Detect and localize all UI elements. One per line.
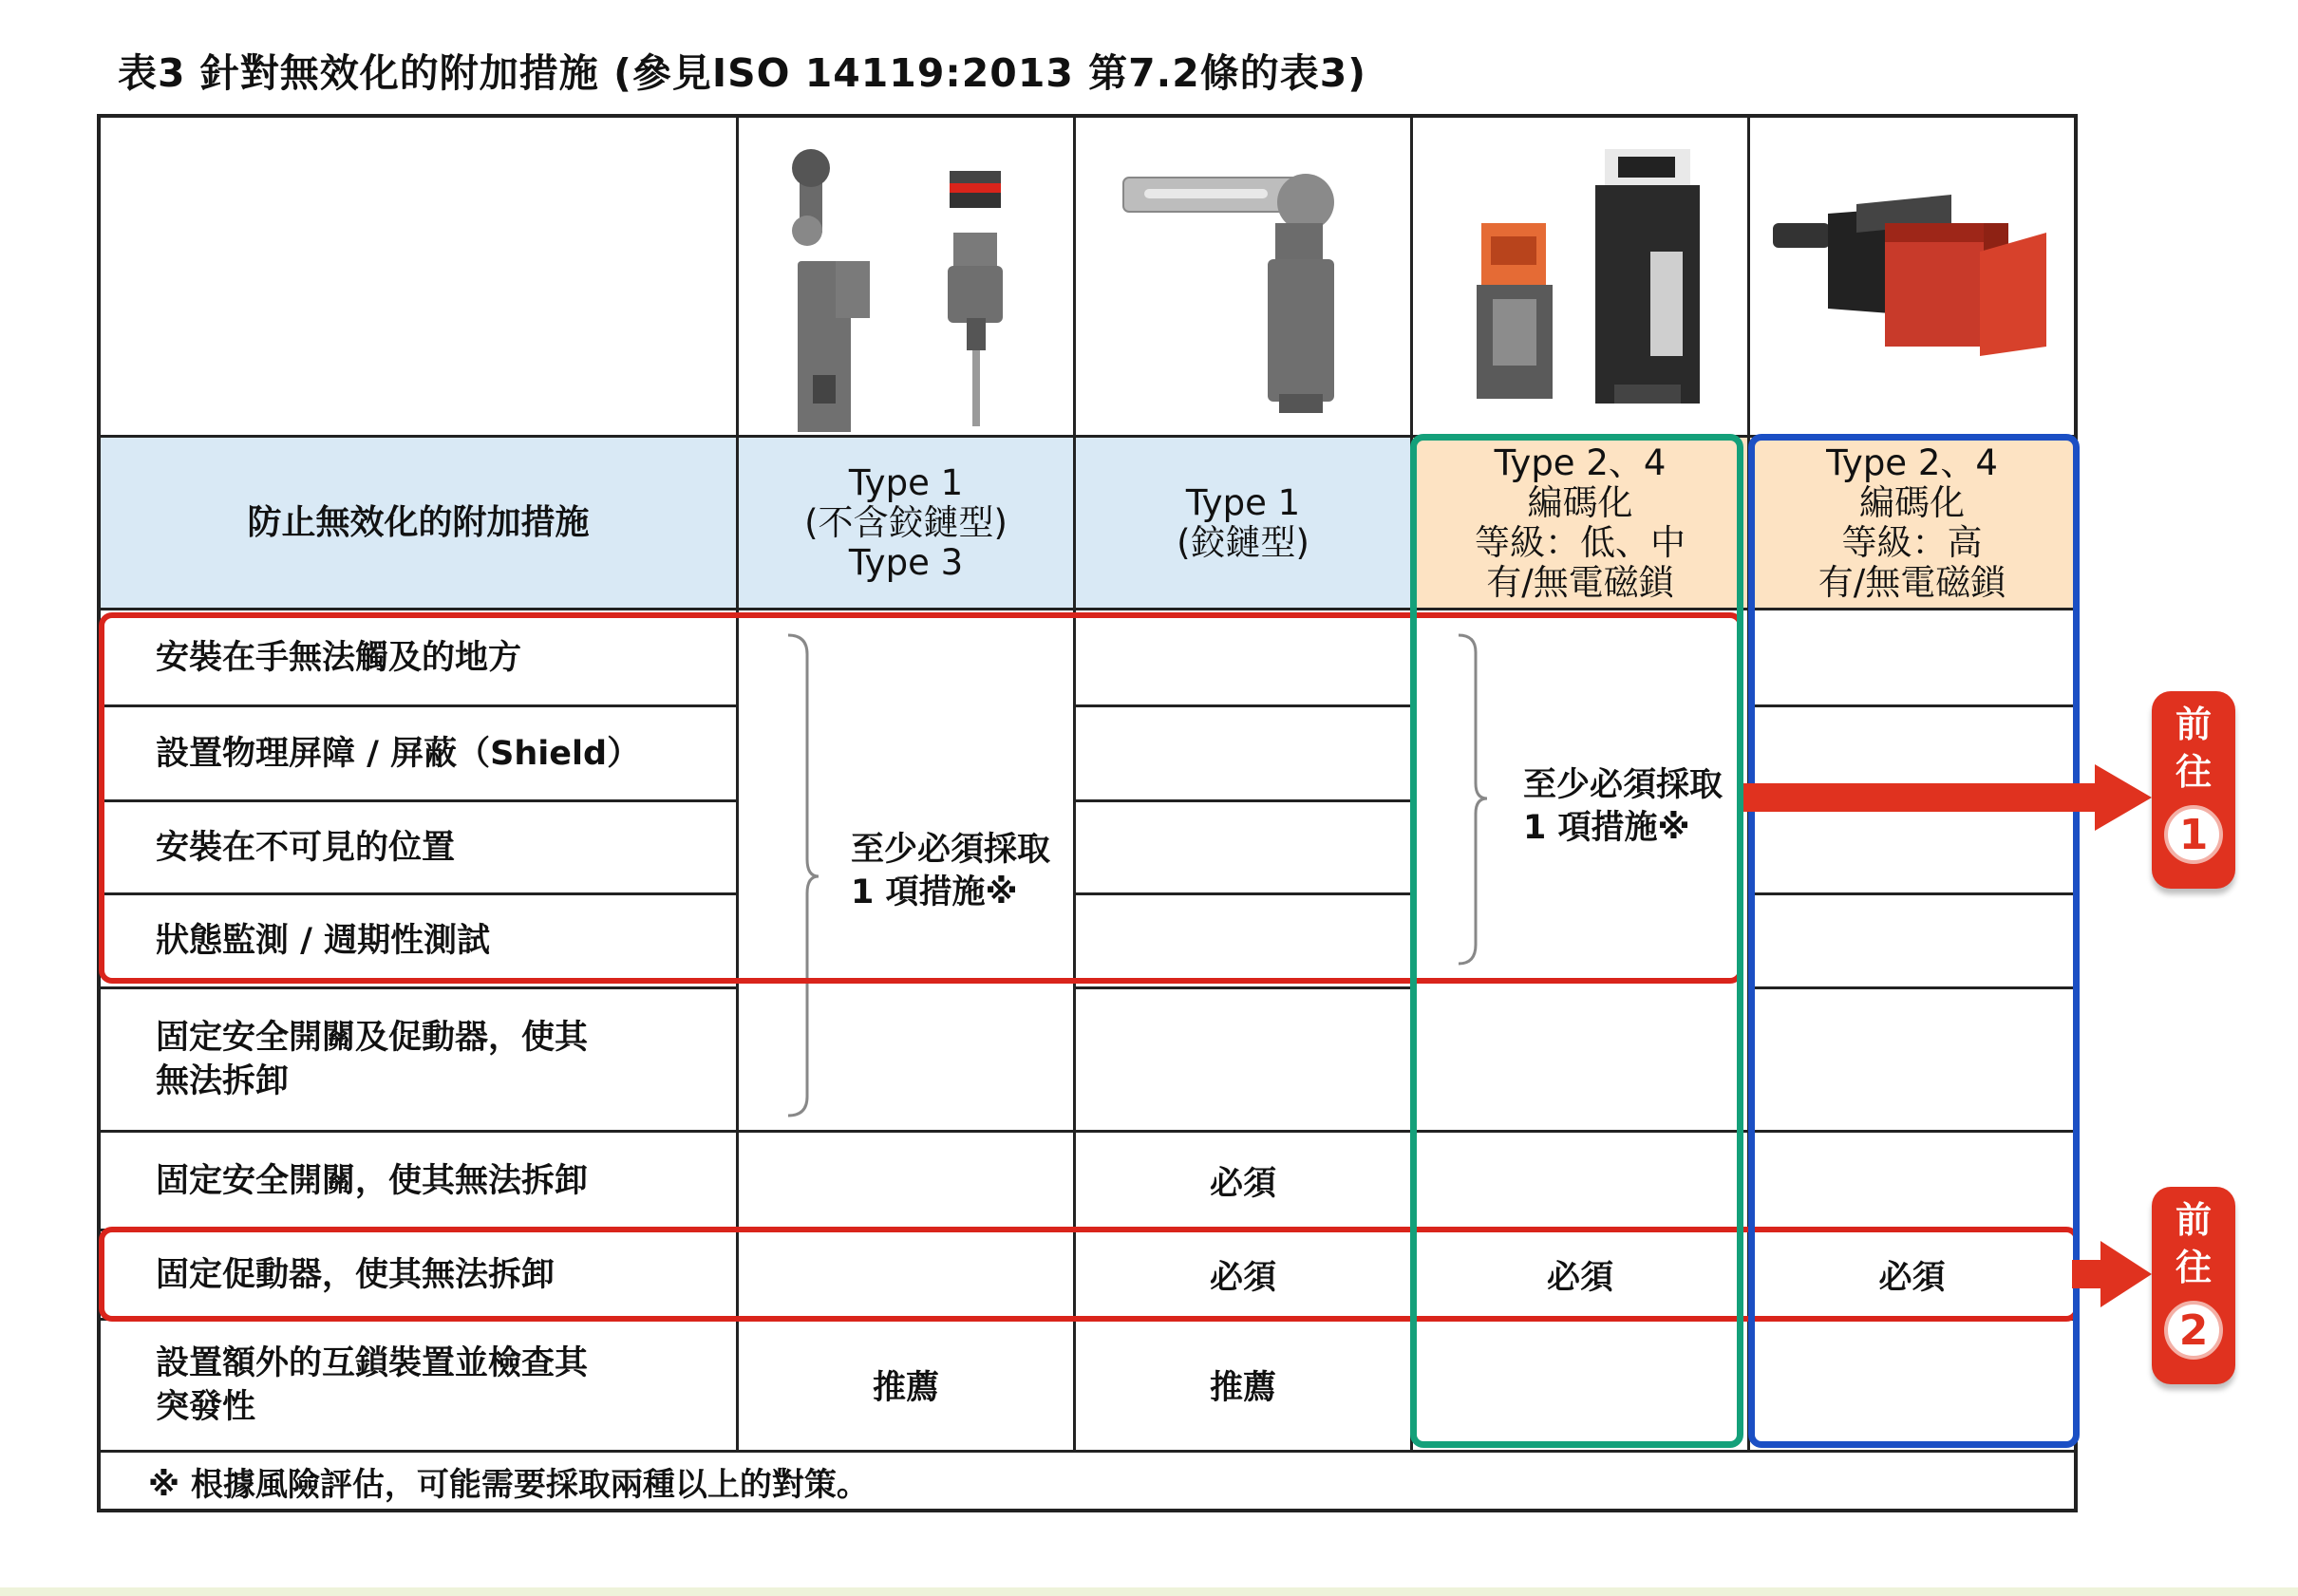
product-image-limit-switch-and-sensor [741,119,1070,432]
product-image-coded-switches [1415,119,1744,432]
highlight-blue-col4 [1748,434,2080,1448]
footnote: ※ 根據風險評估，可能需要採取兩種以上的對策。 [148,1465,869,1504]
header-col4: Type 2、4 編碼化 等級：高 有/無電磁鎖 [1818,441,2006,603]
row-label-physical-barrier: 設置物理屏障 / 屏蔽（Shield） [156,734,641,773]
row-label-out-of-reach: 安裝在手無法觸及的地方 [156,638,522,677]
row-label-hidden-position: 安裝在不可見的位置 [156,828,456,867]
page-bottom-strip [0,1587,2298,1596]
cell-fix-actuator-col3: 必須 [1546,1258,1613,1297]
row-label-status-monitoring: 狀態監測 / 週期性測試 [156,922,491,960]
row-label-fix-switch: 固定安全開關，使其無法拆卸 [156,1161,589,1200]
cell-fix-actuator-col2: 必須 [1209,1258,1276,1297]
header-col3: Type 2、4 編碼化 等級：低、中 有/無電磁鎖 [1475,441,1686,603]
row-label-additional-interlock: 設置額外的互鎖裝置並檢查其 突發性 [156,1344,589,1426]
cell-interlock-col2: 推薦 [1209,1369,1276,1407]
product-image-hinge-switch [1078,119,1407,432]
arrow-to-1-icon [1743,764,2154,831]
arrow-to-2-icon [2072,1241,2154,1307]
cell-fix-switch-col2: 必須 [1209,1164,1276,1203]
highlight-green-col3 [1410,434,1743,1448]
note-col3: 至少必須採取 1 項措施※ [1523,766,1724,847]
row-label-fix-actuator: 固定促動器，使其無法拆卸 [156,1255,556,1294]
note-col1: 至少必須採取 1 項措施※ [851,831,1051,911]
page-title: 表3 針對無效化的附加措施 (參見ISO 14119:2013 第7.2條的表3) [118,50,1367,96]
header-label: 防止無效化的附加措施 [247,503,590,542]
product-image-rfid-switch [1752,119,2075,432]
badge-number-2: 2 [2164,1301,2223,1360]
header-col1: Type 1 (不含鉸鏈型) Type 3 [804,461,1008,583]
row-label-fix-switch-and-actuator: 固定安全開關及促動器，使其 無法拆卸 [156,1019,589,1100]
goto-badge-2[interactable]: 前 往 2 [2152,1187,2235,1384]
badge-number-1: 1 [2164,805,2223,864]
goto-badge-1[interactable]: 前 往 1 [2152,691,2235,889]
cell-fix-actuator-col4: 必須 [1878,1258,1946,1297]
header-col2: Type 1 (鉸鏈型) [1177,481,1309,563]
cell-interlock-col1: 推薦 [872,1369,939,1407]
